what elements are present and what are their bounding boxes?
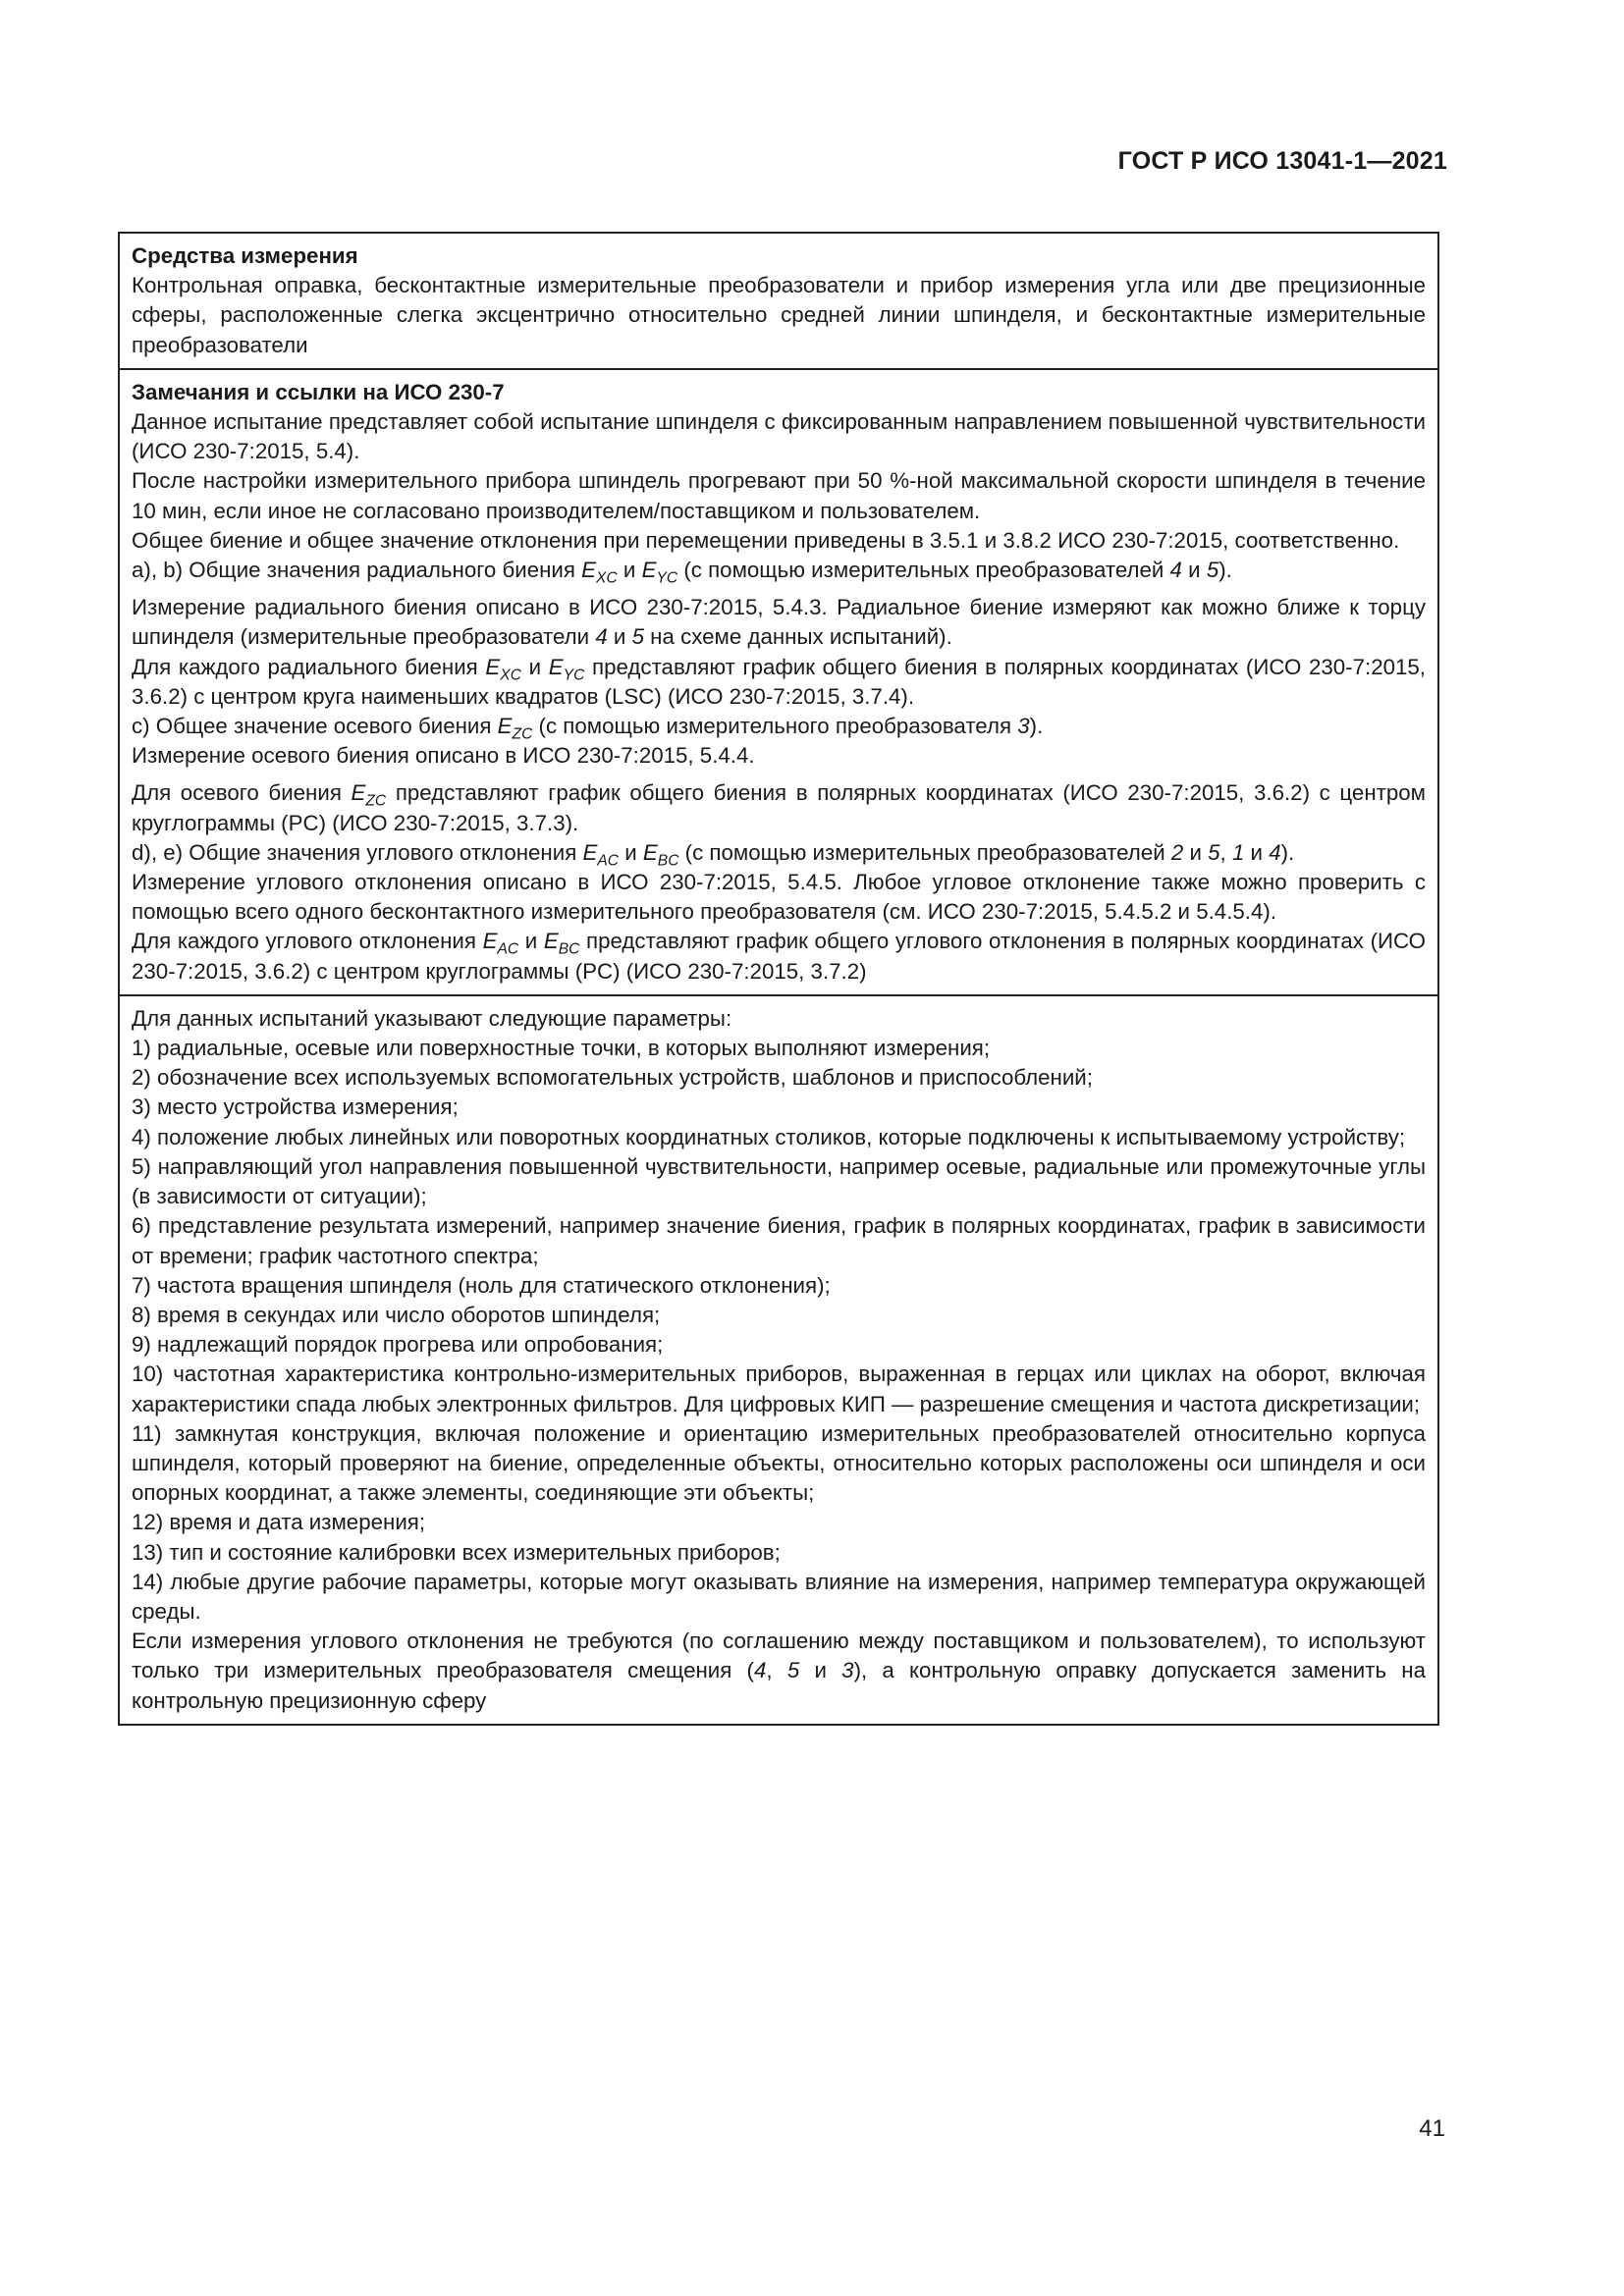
- parameter-item: 10) частотная характеристика контрольно-измерительных приборов, выраженная в герцах или циклах на оборот, включая характеристики спада любых электронных фильтров. Для цифровых КИП — разрешение смещения и частота дискретизации;: [132, 1362, 1426, 1416]
- notes-title: Замечания и ссылки на ИСО 230-7: [132, 379, 505, 404]
- notes-paragraph: Для осевого биения $E_{ZC}$ представляют график общего биения в полярных координатах (ИСО 230-7:2015, 3.6.2) с центром круглограммы (PC) (ИСО 230-7:2015, 3.7.3).: [132, 780, 1426, 835]
- measuring-instruments-text: Контрольная оправка, бесконтактные измерительные преобразователи и прибор измерения угла или две прецизионные сферы, расположенные слегка эксцентрично относительно средней линии шпинделя, и бесконтактные измерительные преобразователи: [132, 273, 1426, 357]
- parameter-item: 6) представление результата измерений, например значение биения, график в полярных координатах, график в зависимости от времени; график частотного спектра;: [132, 1213, 1426, 1268]
- parameters-cell: [120, 994, 1437, 1724]
- parameter-item: 1) радиальные, осевые или поверхностные точки, в которых выполняют измерения;: [132, 1036, 991, 1061]
- parameters-final-note: Если измерения углового отклонения не требуются (по соглашению между поставщиком и пользователем), то используют только три измерительных преобразователя смещения (4, 5 и 3), а контрольную оправку допускается заменить на контрольную прецизионную сферу: [132, 1629, 1427, 1713]
- parameter-item: 14) любые другие рабочие параметры, которые могут оказывать влияние на измерения, например температура окружающей среды.: [132, 1569, 1426, 1624]
- measuring-instruments-title: Средства измерения: [132, 243, 358, 268]
- parameter-item: 4) положение любых линейных или поворотных координатных столиков, которые подключены к испытываемому устройству;: [132, 1124, 1406, 1149]
- notes-paragraph: Измерение осевого биения описано в ИСО 230-7:2015, 5.4.4.: [132, 743, 755, 769]
- parameter-item: 12) время и дата измерения;: [132, 1510, 426, 1535]
- notes-paragraph: Общее биение и общее значение отклонения при перемещении приведены в 3.5.1 и 3.8.2 ИСО 230-7:2015, соответственно.: [132, 527, 1400, 553]
- notes-paragraph: Для каждого радиального биения $E_{XC}$ и $E_{YC}$ представляют график общего биения в полярных координатах (ИСО 230-7:2015, 3.6.2) с центром круга наименьших квадратов (LSC) (ИСО 230-7:2015, 3.7.4).: [132, 654, 1426, 709]
- notes-item-c: c) Общее значение осевого биения $E_{ZC}$ (с помощью измерительного преобразователя 3).: [132, 714, 1044, 743]
- notes-paragraph: Измерение углового отклонения описано в ИСО 230-7:2015, 5.4.5. Любое угловое отклонение также можно проверить с помощью всего одного бесконтактного измерительного преобразователя (см. ИСО 230-7:2015, 5.4.5.2 и 5.4.5.4).: [132, 870, 1426, 925]
- page-number: 41: [1419, 2115, 1445, 2142]
- notes-paragraph: Измерение радиального биения описано в ИСО 230-7:2015, 5.4.3. Радиальное биение измеряют как можно ближе к торцу шпинделя (измерительные преобразователи 4 и 5 на схеме данных испытаний).: [132, 595, 1426, 650]
- parameter-item: 9) надлежащий порядок прогрева или опробования;: [132, 1332, 664, 1358]
- notes-paragraph: Для каждого углового отклонения $E_{AC}$ и $E_{BC}$ представляют график общего углового отклонения в полярных координатах (ИСО 230-7:2015, 3.6.2) с центром круглограммы (PC) (ИСО 230-7:2015, 3.7.2): [132, 929, 1426, 984]
- test-description-table: [118, 232, 1439, 1726]
- measuring-instruments-cell: [120, 234, 1437, 368]
- parameter-item: 2) обозначение всех используемых вспомогательных устройств, шаблонов и приспособлений;: [132, 1065, 1093, 1091]
- parameter-item: 7) частота вращения шпинделя (ноль для статического отклонения);: [132, 1272, 831, 1298]
- notes-item-ab: a), b) Общие значения радиального биения $E_{XC}$ и $E_{YC}$ (с помощью измерительных преобразователей 4 и 5).: [132, 558, 1232, 587]
- document-code: ГОСТ Р ИСО 13041-1—2021: [1117, 147, 1447, 175]
- parameters-intro: Для данных испытаний указывают следующие параметры:: [132, 1005, 732, 1031]
- parameter-item: 8) время в секундах или число оборотов шпинделя;: [132, 1302, 661, 1327]
- parameter-item: 5) направляющий угол направления повышенной чувствительности, например осевые, радиальные или промежуточные углы (в зависимости от ситуации);: [132, 1153, 1426, 1209]
- notes-cell: [120, 368, 1437, 994]
- parameter-item: 3) место устройства измерения;: [132, 1095, 459, 1120]
- parameter-item: 13) тип и состояние калибровки всех измерительных приборов;: [132, 1539, 781, 1565]
- notes-item-de: d), e) Общие значения углового отклонения $E_{AC}$ и $E_{BC}$ (с помощью измерительных преобразователей 2 и 5, 1 и 4).: [132, 839, 1295, 870]
- notes-paragraph: Данное испытание представляет собой испытание шпинделя с фиксированным направлением повышенной чувствительности (ИСО 230-7:2015, 5.4).: [132, 409, 1426, 464]
- notes-paragraph: После настройки измерительного прибора шпиндель прогревают при 50 %-ной максимальной скорости шпинделя в течение 10 мин, если иное не согласовано производителем/поставщиком и пользователем.: [132, 468, 1426, 523]
- parameter-item: 11) замкнутая конструкция, включая положение и ориентацию измерительных преобразователей относительно корпуса шпинделя, который проверяют на биение, определенные объекты, относительно которых расположены оси шпинделя и оси опорных координат, а также элементы, соединяющие эти объекты;: [132, 1420, 1426, 1506]
